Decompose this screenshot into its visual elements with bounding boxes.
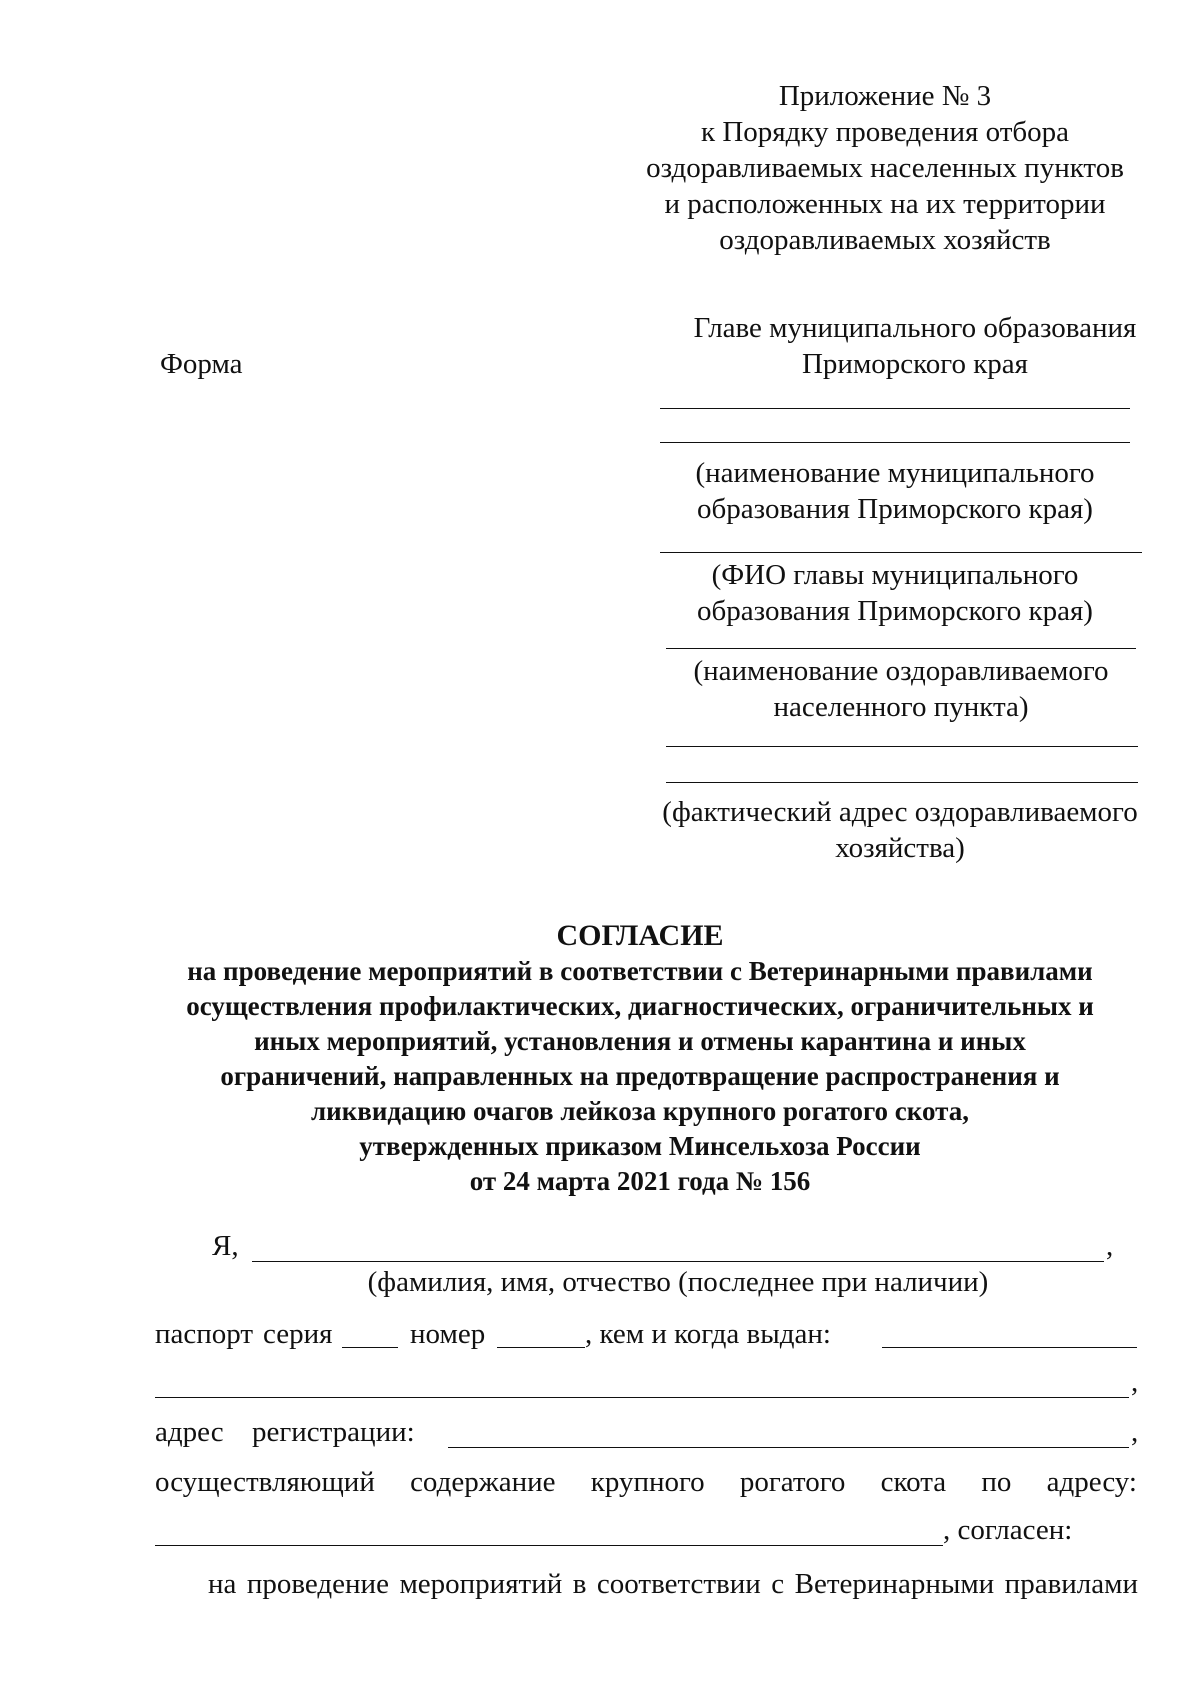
farm-address-hint: (фактический адрес оздоравливаемого хозяйства) [662,796,1138,864]
passport-issued-blank-1[interactable] [882,1347,1137,1348]
farm-address-blank-line-1[interactable] [666,746,1138,747]
appendix-line: оздоравливаемых хозяйств [719,224,1051,256]
registration-address-label: регистрации: [252,1416,415,1448]
consent-title-line: на проведение мероприятий в соответствии с Ветеринарными правилами [187,956,1093,986]
keeping-cattle-line: осуществляющий содержание крупного рогатого скота по адресу: [155,1466,1137,1498]
passport-series-label: серия [263,1318,333,1350]
addressee-line: Главе муниципального образования [693,312,1137,344]
passport-comma: , [1131,1366,1139,1398]
fio-hint: (фамилия, имя, отчество (последнее при наличии) [367,1266,989,1298]
addressee-block [655,310,1175,382]
fio-blank-line[interactable] [252,1261,1104,1262]
addressee-line: Приморского края [801,348,1029,380]
appendix-line: к Порядку проведения отбора [700,116,1069,148]
fio-comma: , [1106,1230,1114,1262]
consent-heading: СОГЛАСИЕ [556,919,724,952]
passport-number-label: номер [410,1318,486,1350]
appendix-number: Приложение № 3 [778,80,992,112]
passport-series-blank[interactable] [342,1347,398,1348]
consent-title-line: иных мероприятий, установления и отмены карантина и иных [254,1026,1026,1056]
settlement-blank-line[interactable] [666,648,1136,649]
farm-address-blank-line-2[interactable] [666,782,1138,783]
appendix-block [595,78,1175,258]
registration-address-word: адрес [155,1416,224,1448]
settlement-hint: (наименование оздоравливаемого населенного пункта) [693,655,1109,723]
consent-title-line: ограничений, направленных на предотвращение распространения и [220,1061,1060,1091]
consent-title-line: ликвидацию очагов лейкоза крупного рогатого скота, [311,1096,969,1126]
passport-number-blank[interactable] [497,1347,585,1348]
passport-issued-blank-2[interactable] [155,1397,1129,1398]
appendix-line: и расположенных на их территории [664,188,1106,220]
registration-comma: , [1131,1416,1139,1448]
passport-word: паспорт [155,1318,254,1350]
head-fio-blank-line[interactable] [660,552,1142,553]
passport-issued-label: , кем и когда выдан: [585,1318,831,1350]
consent-title-line: утвержденных приказом Минсельхоза России [359,1131,921,1161]
consent-paragraph-line: на проведение мероприятий в соответствии с Ветеринарными правилами [208,1568,1138,1600]
agree-label: , согласен: [943,1514,1073,1546]
consent-title-line: осуществления профилактических, диагностических, ограничительных и [186,991,1094,1021]
head-fio-hint: (ФИО главы муниципального образования Приморского края) [697,559,1093,627]
form-label: Форма [160,348,243,380]
municipality-hint: (наименование муниципального образования Приморского края) [695,457,1095,525]
municipality-blank-line-2[interactable] [660,442,1130,443]
appendix-line: оздоравливаемых населенных пунктов [646,152,1124,184]
municipality-blank-line-1[interactable] [660,408,1130,409]
consent-title-line: от 24 марта 2021 года № 156 [469,1166,811,1196]
registration-address-blank[interactable] [448,1447,1129,1448]
cattle-address-blank[interactable] [155,1545,943,1546]
i-label: Я, [212,1230,239,1262]
consent-title [100,918,1180,1199]
